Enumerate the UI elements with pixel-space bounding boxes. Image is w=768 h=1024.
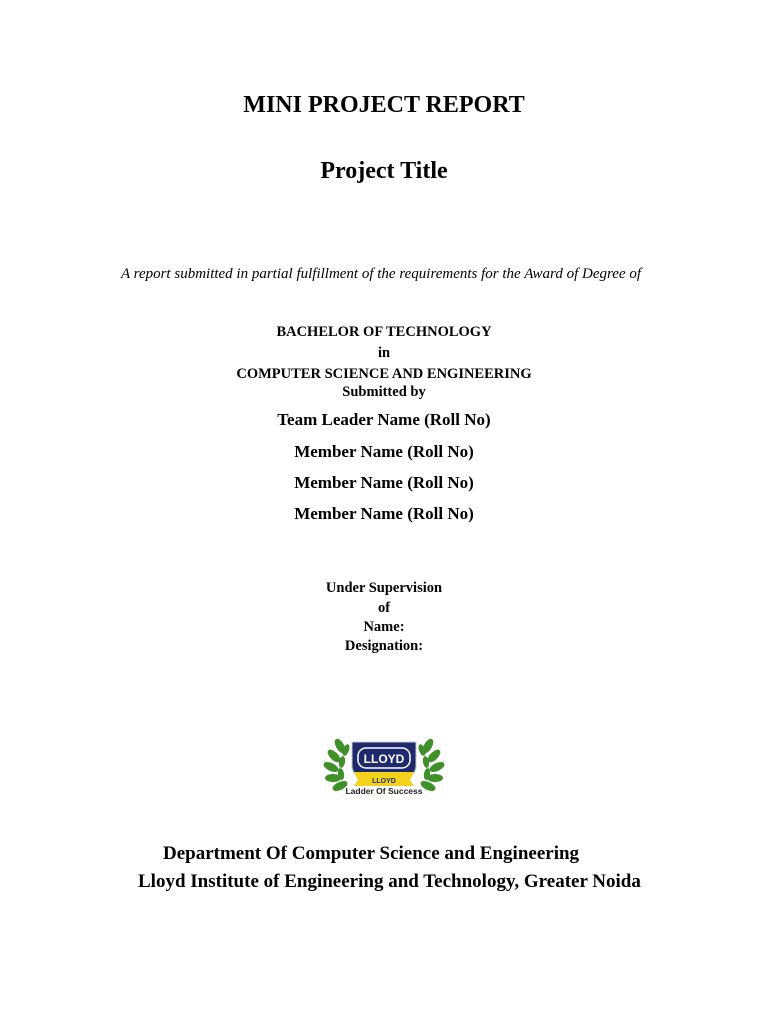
logo-badge-text: LLOYD	[363, 752, 405, 766]
supervision-connector: of	[377, 600, 391, 616]
fulfillment-statement: A report submitted in partial fulfillment of the requirements for the Award of Degree of	[121, 266, 641, 282]
laurel-right-icon	[417, 737, 446, 793]
lloyd-logo	[288, 720, 478, 814]
submitted-by-label: Submitted by	[342, 384, 426, 400]
report-heading: MINI PROJECT REPORT	[243, 92, 525, 118]
team-leader-name: Team Leader Name (Roll No)	[277, 410, 491, 429]
supervision-heading: Under Supervision	[325, 580, 443, 596]
degree-connector: in	[377, 345, 391, 361]
member-name: Member Name (Roll No)	[294, 504, 474, 523]
logo-ribbon-text: LLOYD	[372, 778, 396, 785]
branch-name: COMPUTER SCIENCE AND ENGINEERING	[236, 366, 532, 382]
project-title: Project Title	[320, 158, 448, 184]
supervisor-name-label: Name:	[363, 619, 405, 635]
laurel-left-icon	[322, 737, 351, 793]
institute-name: Lloyd Institute of Engineering and Technology, Greater Noida	[138, 871, 641, 892]
member-name: Member Name (Roll No)	[294, 442, 474, 461]
degree-name: BACHELOR OF TECHNOLOGY	[276, 324, 492, 340]
logo-tagline: Ladder Of Success	[345, 786, 423, 796]
member-name: Member Name (Roll No)	[294, 473, 474, 492]
department-name: Department Of Computer Science and Engineering	[163, 843, 580, 864]
supervisor-designation-label: Designation:	[344, 638, 424, 654]
